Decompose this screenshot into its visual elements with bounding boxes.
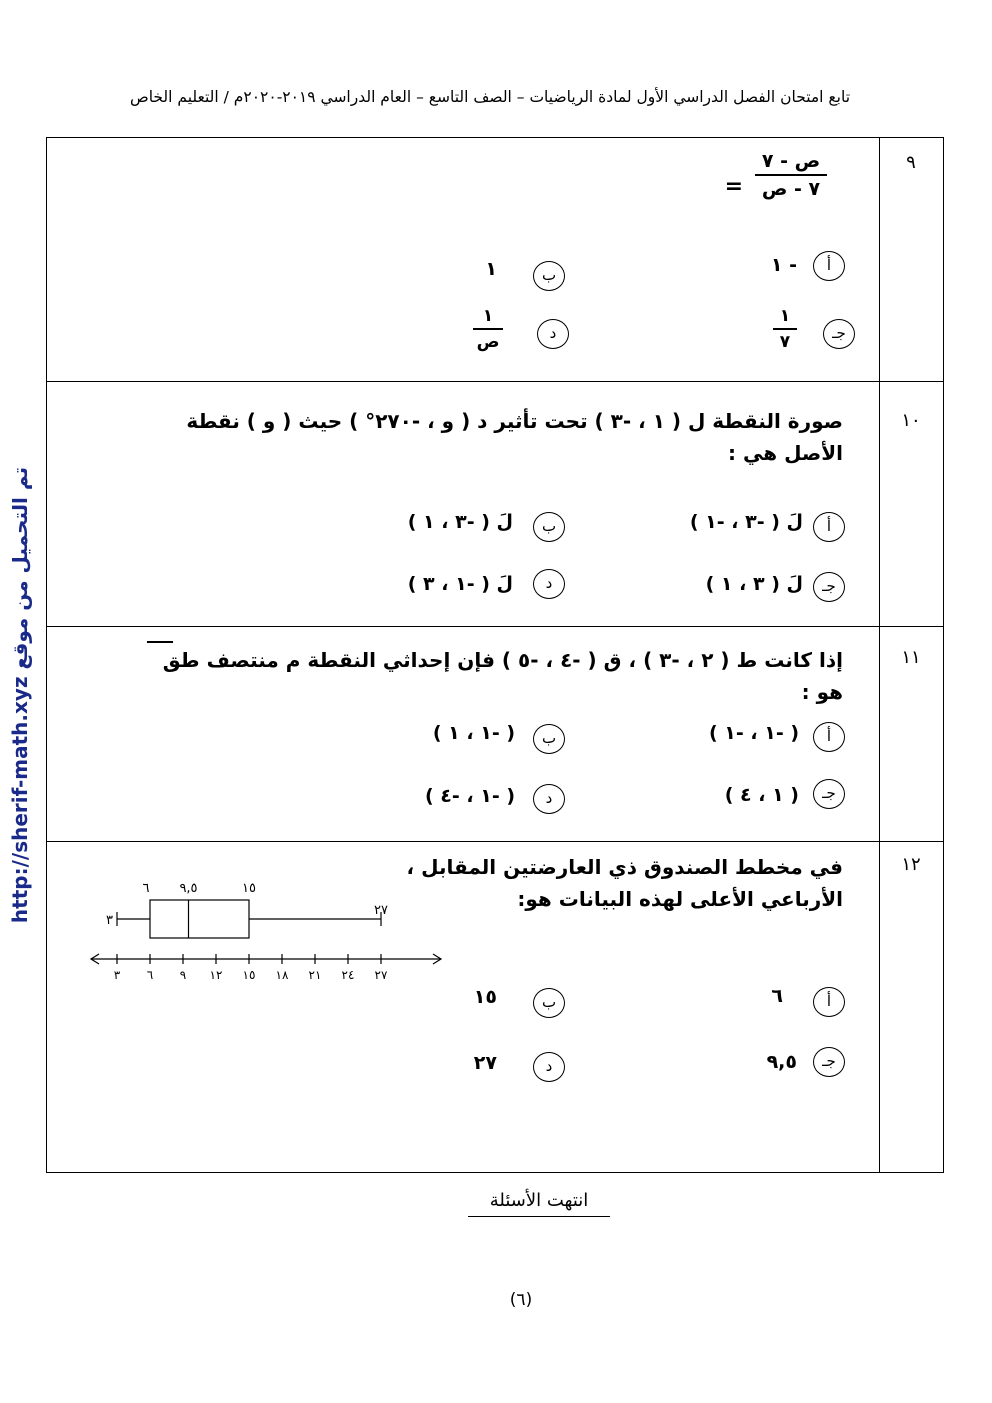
- question-number: ١٢: [901, 854, 921, 875]
- option-c-value: ٩,٥: [766, 1051, 797, 1073]
- exam-header: تابع امتحان الفصل الدراسي الأول لمادة الرياضيات – الصف التاسع – العام الدراسي ٢٠١٩-٢٠٢٠م / التعليم الخاص: [129, 88, 851, 106]
- option-a-circle[interactable]: أ: [813, 987, 845, 1017]
- option-a-value: ٦: [771, 985, 783, 1007]
- end-of-questions: انتهت الأسئلة: [489, 1190, 589, 1211]
- box-plot: [83, 864, 453, 982]
- question-number: ١١: [901, 647, 921, 668]
- question-9-row: [47, 138, 943, 382]
- axis-tick-label: ٣: [113, 968, 121, 982]
- exam-table: [46, 137, 944, 1173]
- option-d-value: لَ ( -١ ، ٣ ): [407, 573, 513, 595]
- question-11-row: [47, 627, 943, 842]
- option-b-circle[interactable]: ب: [533, 261, 565, 291]
- option-b-value: ١: [485, 258, 497, 280]
- question-number: ٩: [906, 152, 916, 173]
- question-11-line-1: إذا كانت ط ( ٢ ، -٣ ) ، ق ( -٤ ، -٥ ) فإن إحداثي النقطة م منتصف طق: [162, 648, 843, 672]
- label-max: ٢٧: [374, 903, 388, 918]
- option-b-circle[interactable]: ب: [533, 512, 565, 542]
- question-12-line-2: الأرباعي الأعلى لهذه البيانات هو:: [517, 887, 843, 911]
- option-d-circle[interactable]: د: [533, 569, 565, 599]
- box: [150, 900, 249, 938]
- option-c-circle[interactable]: جـ: [823, 319, 855, 349]
- option-a-value: لَ ( -٣ ، -١ ): [689, 511, 803, 533]
- question-10-line-2: الأصل هي :: [728, 441, 843, 465]
- question-12-row: [47, 842, 943, 1172]
- option-d-fraction: [473, 306, 503, 352]
- option-d-circle[interactable]: د: [533, 1052, 565, 1082]
- axis-tick-label: ٢١: [308, 968, 322, 982]
- label-min: ٣: [106, 913, 113, 928]
- fraction-numerator: ص - ٧: [761, 150, 821, 172]
- axis-tick-label: ١٢: [209, 968, 223, 982]
- option-a-circle[interactable]: أ: [813, 512, 845, 542]
- option-c-fraction: [773, 306, 797, 352]
- end-underline: [468, 1216, 610, 1217]
- option-d-numerator: ١: [482, 306, 494, 326]
- option-a-circle[interactable]: أ: [813, 722, 845, 752]
- option-a-circle[interactable]: أ: [813, 251, 845, 281]
- question-11-line-2: هو :: [801, 680, 843, 704]
- label-q1: ٦: [142, 881, 150, 896]
- equals-sign: =: [724, 174, 743, 199]
- option-d-denominator: ص: [473, 328, 503, 352]
- segment-overline: [147, 641, 173, 643]
- option-d-value: ( -١ ، -٤ ): [424, 785, 515, 807]
- watermark-sidebar: [2, 445, 38, 945]
- axis-tick-label: ٦: [146, 968, 154, 982]
- option-c-numerator: ١: [779, 306, 791, 326]
- axis-tick-label: ١٨: [275, 968, 289, 982]
- axis-tick-label: ١٥: [242, 968, 256, 982]
- option-b-circle[interactable]: ب: [533, 724, 565, 754]
- watermark-text: http://sherif-math.xyz تم التحميل من موقع: [8, 466, 32, 924]
- question-number: ١٠: [901, 410, 921, 431]
- question-10-row: [47, 382, 943, 627]
- question-12-line-1: في مخطط الصندوق ذي العارضتين المقابل ،: [406, 855, 843, 879]
- option-a-value: ( -١ ، -١ ): [708, 722, 799, 744]
- axis-tick-label: ٢٧: [374, 968, 388, 982]
- option-c-circle[interactable]: جـ: [813, 779, 845, 809]
- axis-tick-label: ٢٤: [341, 968, 355, 982]
- option-a-value: - ١: [770, 254, 797, 276]
- option-c-value: لَ ( ٣ ، ١ ): [705, 573, 803, 595]
- option-b-value: لَ ( -٣ ، ١ ): [407, 511, 513, 533]
- option-d-circle[interactable]: د: [537, 319, 569, 349]
- option-d-value: ٢٧: [473, 1052, 497, 1074]
- fraction-denominator: ٧ - ص: [755, 174, 827, 200]
- label-median: ٩,٥: [179, 881, 198, 896]
- option-b-value: ( -١ ، ١ ): [432, 722, 515, 744]
- option-c-value: ( ١ ، ٤ ): [724, 784, 799, 806]
- question-9-fraction: [755, 150, 827, 200]
- option-b-value: ١٥: [473, 986, 497, 1008]
- option-b-circle[interactable]: ب: [533, 988, 565, 1018]
- option-c-circle[interactable]: جـ: [813, 572, 845, 602]
- option-c-circle[interactable]: جـ: [813, 1047, 845, 1077]
- label-q3: ١٥: [242, 881, 256, 896]
- page-number: (٦): [509, 1290, 533, 1310]
- axis-tick-label: ٩: [179, 968, 187, 982]
- question-10-line-1: صورة النقطة ل ( ١ ، -٣ ) تحت تأثير د ( و ، -٢٧٠° ) حيث ( و ) نقطة: [186, 409, 843, 433]
- option-c-denominator: ٧: [773, 328, 797, 352]
- option-d-circle[interactable]: د: [533, 784, 565, 814]
